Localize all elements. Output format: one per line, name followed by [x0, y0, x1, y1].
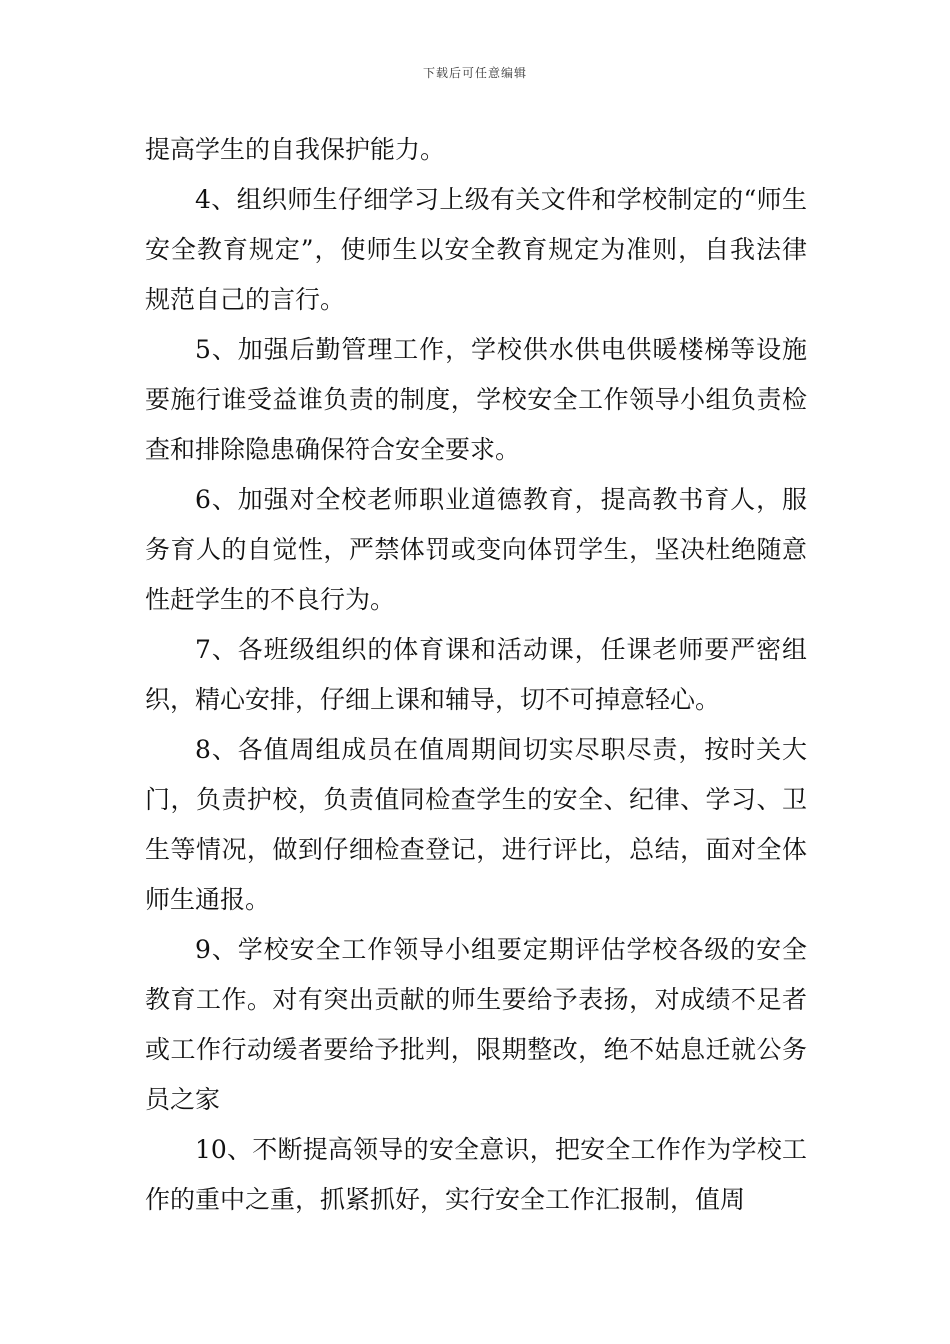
document-body [145, 125, 807, 1225]
paragraph-8: 10、不断提高领导的安全意识，把安全工作作为学校工作的重中之重，抓紧抓好，实行安全工作汇报制，值周 [145, 1135, 807, 1214]
paragraph-3: 5、加强后勤管理工作，学校供水供电供暖楼梯等设施要施行谁受益谁负责的制度，学校安全工作领导小组负责检查和排除隐患确保符合安全要求。 [145, 335, 807, 464]
paragraph-4: 6、加强对全校老师职业道德教育，提高教书育人，服务育人的自觉性，严禁体罚或变向体罚学生，坚决杜绝随意性赶学生的不良行为。 [145, 485, 807, 614]
paragraph-7: 9、学校安全工作领导小组要定期评估学校各级的安全教育工作。对有突出贡献的师生要给予表扬，对成绩不足者或工作行动缓者要给予批判，限期整改，绝不姑息迁就公务员之家 [145, 935, 807, 1114]
paragraph-2: 4、组织师生仔细学习上级有关文件和学校制定的“师生安全教育规定”，使师生以安全教育规定为准则，自我法律规范自己的言行。 [145, 185, 807, 314]
paragraph-1: 提高学生的自我保护能力。 [145, 135, 446, 164]
paragraph-6: 8、各值周组成员在值周期间切实尽职尽责，按时关大门，负责护校，负责值同检查学生的安全、纪律、学习、卫生等情况，做到仔细检查登记，进行评比，总结，面对全体师生通报。 [145, 735, 807, 914]
page-header: 下载后可任意编辑 [422, 66, 527, 80]
paragraph-5: 7、各班级组织的体育课和活动课，任课老师要严密组织，精心安排，仔细上课和辅导，切不可掉意轻心。 [145, 635, 807, 714]
